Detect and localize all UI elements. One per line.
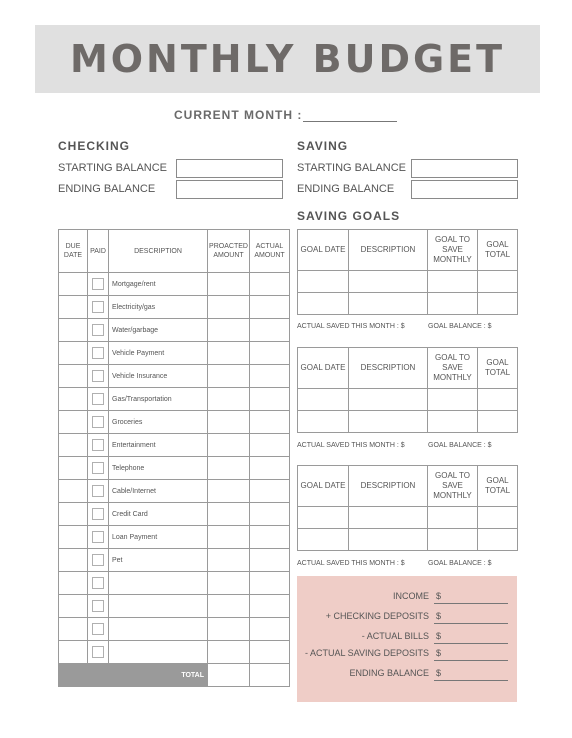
due-date-cell[interactable] — [59, 572, 88, 595]
actual-amount-cell[interactable] — [250, 273, 290, 296]
paid-checkbox[interactable] — [92, 600, 104, 612]
paid-cell — [88, 342, 109, 365]
bill-description: Loan Payment — [109, 526, 208, 549]
actual-amount-cell[interactable] — [250, 365, 290, 388]
actual-amount-cell[interactable] — [250, 319, 290, 342]
ending-balance-label: ENDING BALANCE — [349, 668, 429, 678]
goal-cell[interactable] — [478, 293, 518, 315]
due-date-cell[interactable] — [59, 526, 88, 549]
bill-description: Electricity/gas — [109, 296, 208, 319]
actual-amount-cell[interactable] — [250, 296, 290, 319]
saving-starting-field[interactable] — [411, 159, 518, 178]
goal-row — [298, 529, 518, 551]
bill-description: Pet — [109, 549, 208, 572]
paid-cell — [88, 549, 109, 572]
due-date-cell[interactable] — [59, 480, 88, 503]
income-currency: $ — [436, 591, 442, 601]
paid-cell — [88, 641, 109, 664]
due-date-cell[interactable] — [59, 434, 88, 457]
actual-amount-cell[interactable] — [250, 572, 290, 595]
paid-checkbox[interactable] — [92, 623, 104, 635]
bill-description: Vehicle Insurance — [109, 365, 208, 388]
bills-table — [58, 229, 290, 687]
goal-header-row — [298, 466, 518, 507]
saving-ending-field[interactable] — [411, 180, 518, 199]
saving-goal-table-3 — [297, 465, 518, 551]
goal-cell[interactable] — [298, 529, 349, 551]
goal-to-save-header: GOAL TO SAVE MONTHLY — [428, 230, 478, 271]
paid-checkbox[interactable] — [92, 485, 104, 497]
goal-row — [298, 271, 518, 293]
paid-checkbox[interactable] — [92, 324, 104, 336]
paid-checkbox[interactable] — [92, 301, 104, 313]
projected-amount-cell[interactable] — [208, 618, 250, 641]
paid-checkbox[interactable] — [92, 278, 104, 290]
goal-cell[interactable] — [349, 529, 428, 551]
projected-amount-cell[interactable] — [208, 296, 250, 319]
goal-description-header: DESCRIPTION — [349, 466, 428, 507]
goal-cell[interactable] — [298, 507, 349, 529]
table-row — [59, 273, 290, 296]
due-date-cell[interactable] — [59, 273, 88, 296]
current-month-label: CURRENT MONTH : — [174, 108, 303, 122]
projected-amount-cell[interactable] — [208, 595, 250, 618]
table-row — [59, 365, 290, 388]
summary-ending-balance-row — [297, 668, 517, 682]
due-date-cell[interactable] — [59, 319, 88, 342]
goal-total-header: GOAL TOTAL — [478, 230, 518, 271]
summary-income-row — [297, 591, 517, 605]
actual-amount-cell[interactable] — [250, 595, 290, 618]
actual-amount-cell[interactable] — [250, 549, 290, 572]
actual-amount-cell[interactable] — [250, 411, 290, 434]
total-label: TOTAL — [59, 664, 208, 687]
paid-cell — [88, 526, 109, 549]
goal-cell[interactable] — [298, 271, 349, 293]
actual-bills-label: - ACTUAL BILLS — [361, 631, 429, 641]
actual-amount-cell[interactable] — [250, 342, 290, 365]
paid-cell — [88, 365, 109, 388]
paid-checkbox[interactable] — [92, 462, 104, 474]
actual-amount-cell[interactable] — [250, 641, 290, 664]
due-date-cell[interactable] — [59, 342, 88, 365]
goal-total-header: GOAL TOTAL — [478, 466, 518, 507]
goal-cell[interactable] — [478, 271, 518, 293]
paid-checkbox[interactable] — [92, 370, 104, 382]
table-row — [59, 457, 290, 480]
projected-amount-cell[interactable] — [208, 480, 250, 503]
page-title: MONTHLY BUDGET — [69, 37, 506, 81]
actual-amount-cell[interactable] — [250, 434, 290, 457]
paid-checkbox[interactable] — [92, 646, 104, 658]
bill-description: Entertainment — [109, 434, 208, 457]
checking-starting-field[interactable] — [176, 159, 283, 178]
projected-amount-cell[interactable] — [208, 365, 250, 388]
projected-amount-cell[interactable] — [208, 342, 250, 365]
goal-cell[interactable] — [478, 529, 518, 551]
goal-cell[interactable] — [349, 507, 428, 529]
actual-amount-header: ACTUAL AMOUNT — [250, 230, 290, 273]
bill-description: Water/garbage — [109, 319, 208, 342]
bill-description — [109, 572, 208, 595]
actual-saved-label: ACTUAL SAVED THIS MONTH : $ — [297, 323, 405, 330]
actual-saved-label: ACTUAL SAVED THIS MONTH : $ — [297, 442, 405, 449]
bill-description: Gas/Transportation — [109, 388, 208, 411]
due-date-cell[interactable] — [59, 595, 88, 618]
actual-amount-cell[interactable] — [250, 388, 290, 411]
goal-cell[interactable] — [428, 389, 478, 411]
projected-amount-cell[interactable] — [208, 572, 250, 595]
goal-total-header: GOAL TOTAL — [478, 348, 518, 389]
due-date-cell[interactable] — [59, 503, 88, 526]
paid-cell — [88, 503, 109, 526]
paid-header: PAID — [88, 230, 109, 273]
goal-to-save-header: GOAL TO SAVE MONTHLY — [428, 466, 478, 507]
saving-deposits-currency: $ — [436, 648, 442, 658]
projected-amount-header: PROACTED AMOUNT — [208, 230, 250, 273]
projected-amount-cell[interactable] — [208, 388, 250, 411]
goal-date-header: GOAL DATE — [298, 230, 349, 271]
summary-actual-bills-row — [297, 631, 517, 645]
saving-deposits-field[interactable] — [434, 660, 508, 661]
due-date-cell[interactable] — [59, 388, 88, 411]
paid-cell — [88, 457, 109, 480]
saving-heading: SAVING — [297, 139, 349, 153]
checking-deposits-label: + CHECKING DEPOSITS — [325, 611, 429, 621]
actual-bills-currency: $ — [436, 631, 442, 641]
goal-cell[interactable] — [428, 411, 478, 433]
table-row — [59, 641, 290, 664]
goal-cell[interactable] — [428, 293, 478, 315]
saving-ending-label: ENDING BALANCE — [297, 183, 395, 195]
due-date-cell[interactable] — [59, 296, 88, 319]
actual-amount-cell[interactable] — [250, 457, 290, 480]
summary-saving-deposits-row — [297, 648, 517, 662]
table-row — [59, 296, 290, 319]
due-date-cell[interactable] — [59, 549, 88, 572]
projected-amount-cell[interactable] — [208, 411, 250, 434]
projected-amount-cell[interactable] — [208, 503, 250, 526]
goal-cell[interactable] — [298, 411, 349, 433]
goal-date-header: GOAL DATE — [298, 348, 349, 389]
goal-row — [298, 389, 518, 411]
paid-checkbox[interactable] — [92, 416, 104, 428]
checking-ending-label: ENDING BALANCE — [58, 183, 156, 195]
goal-balance-label: GOAL BALANCE : $ — [428, 323, 492, 330]
goal-description-header: DESCRIPTION — [349, 230, 428, 271]
checking-deposits-currency: $ — [436, 611, 442, 621]
description-header: DESCRIPTION — [109, 230, 208, 273]
due-date-cell[interactable] — [59, 411, 88, 434]
goal-balance-label: GOAL BALANCE : $ — [428, 442, 492, 449]
bill-description: Credit Card — [109, 503, 208, 526]
table-row — [59, 342, 290, 365]
due-date-cell[interactable] — [59, 618, 88, 641]
actual-saved-label: ACTUAL SAVED THIS MONTH : $ — [297, 560, 405, 567]
goal-header-row — [298, 230, 518, 271]
paid-cell — [88, 273, 109, 296]
paid-cell — [88, 411, 109, 434]
total-projected-cell[interactable] — [208, 664, 250, 687]
goal-row — [298, 507, 518, 529]
goal-balance-label: GOAL BALANCE : $ — [428, 560, 492, 567]
goal-cell[interactable] — [298, 389, 349, 411]
table-row — [59, 526, 290, 549]
due-date-cell[interactable] — [59, 641, 88, 664]
paid-checkbox[interactable] — [92, 393, 104, 405]
saving-starting-label: STARTING BALANCE — [297, 162, 407, 174]
table-row — [59, 388, 290, 411]
saving-goals-heading: SAVING GOALS — [297, 209, 401, 223]
actual-amount-cell[interactable] — [250, 503, 290, 526]
income-label: INCOME — [393, 591, 429, 601]
paid-cell — [88, 296, 109, 319]
paid-cell — [88, 618, 109, 641]
goal-cell[interactable] — [428, 507, 478, 529]
goal-cell[interactable] — [349, 271, 428, 293]
projected-amount-cell[interactable] — [208, 549, 250, 572]
bill-description: Groceries — [109, 411, 208, 434]
checking-heading: CHECKING — [58, 139, 131, 153]
bill-description: Cable/Internet — [109, 480, 208, 503]
paid-cell — [88, 572, 109, 595]
due-date-header: DUE DATE — [59, 230, 88, 273]
goal-row — [298, 293, 518, 315]
ending-balance-currency: $ — [436, 668, 442, 678]
projected-amount-cell[interactable] — [208, 319, 250, 342]
bill-description — [109, 641, 208, 664]
goal-to-save-header: GOAL TO SAVE MONTHLY — [428, 348, 478, 389]
projected-amount-cell[interactable] — [208, 434, 250, 457]
bill-description: Vehicle Payment — [109, 342, 208, 365]
table-row — [59, 319, 290, 342]
goal-cell[interactable] — [478, 507, 518, 529]
goal-row — [298, 411, 518, 433]
checking-deposits-field[interactable] — [434, 623, 508, 624]
goal-cell[interactable] — [428, 529, 478, 551]
table-row — [59, 503, 290, 526]
saving-goal-table-1 — [297, 229, 518, 315]
due-date-cell[interactable] — [59, 365, 88, 388]
goal-cell[interactable] — [349, 389, 428, 411]
goal-cell[interactable] — [478, 411, 518, 433]
paid-cell — [88, 319, 109, 342]
goal-cell[interactable] — [349, 411, 428, 433]
goal-cell[interactable] — [349, 293, 428, 315]
checking-starting-label: STARTING BALANCE — [58, 162, 168, 174]
paid-cell — [88, 388, 109, 411]
checking-ending-field[interactable] — [176, 180, 283, 199]
projected-amount-cell[interactable] — [208, 526, 250, 549]
goal-cell[interactable] — [298, 293, 349, 315]
bills-header-row — [59, 230, 290, 273]
paid-cell — [88, 434, 109, 457]
summary-checking-deposits-row — [297, 611, 517, 625]
bill-description — [109, 595, 208, 618]
actual-amount-cell[interactable] — [250, 480, 290, 503]
bill-description — [109, 618, 208, 641]
ending-balance-field[interactable] — [434, 680, 508, 681]
actual-amount-cell[interactable] — [250, 526, 290, 549]
table-row — [59, 434, 290, 457]
table-row — [59, 572, 290, 595]
goal-date-header: GOAL DATE — [298, 466, 349, 507]
actual-amount-cell[interactable] — [250, 618, 290, 641]
paid-checkbox[interactable] — [92, 347, 104, 359]
paid-checkbox[interactable] — [92, 531, 104, 543]
due-date-cell[interactable] — [59, 457, 88, 480]
table-row — [59, 549, 290, 572]
actual-bills-field[interactable] — [434, 643, 508, 644]
paid-checkbox[interactable] — [92, 554, 104, 566]
summary-box — [297, 576, 517, 702]
paid-cell — [88, 595, 109, 618]
goal-cell[interactable] — [478, 389, 518, 411]
actual-saving-deposits-label: - ACTUAL SAVING DEPOSITS — [304, 648, 429, 658]
paid-checkbox[interactable] — [92, 439, 104, 451]
table-row — [59, 595, 290, 618]
paid-cell — [88, 480, 109, 503]
goal-cell[interactable] — [428, 271, 478, 293]
paid-checkbox[interactable] — [92, 508, 104, 520]
table-row — [59, 618, 290, 641]
current-month-field[interactable] — [303, 121, 397, 122]
table-row — [59, 411, 290, 434]
table-row — [59, 480, 290, 503]
projected-amount-cell[interactable] — [208, 273, 250, 296]
total-row — [59, 664, 290, 687]
projected-amount-cell[interactable] — [208, 641, 250, 664]
bill-description: Telephone — [109, 457, 208, 480]
bill-description: Mortgage/rent — [109, 273, 208, 296]
saving-goal-table-2 — [297, 347, 518, 433]
paid-checkbox[interactable] — [92, 577, 104, 589]
income-field[interactable] — [434, 603, 508, 604]
total-actual-cell[interactable] — [250, 664, 290, 687]
goal-header-row — [298, 348, 518, 389]
projected-amount-cell[interactable] — [208, 457, 250, 480]
goal-description-header: DESCRIPTION — [349, 348, 428, 389]
